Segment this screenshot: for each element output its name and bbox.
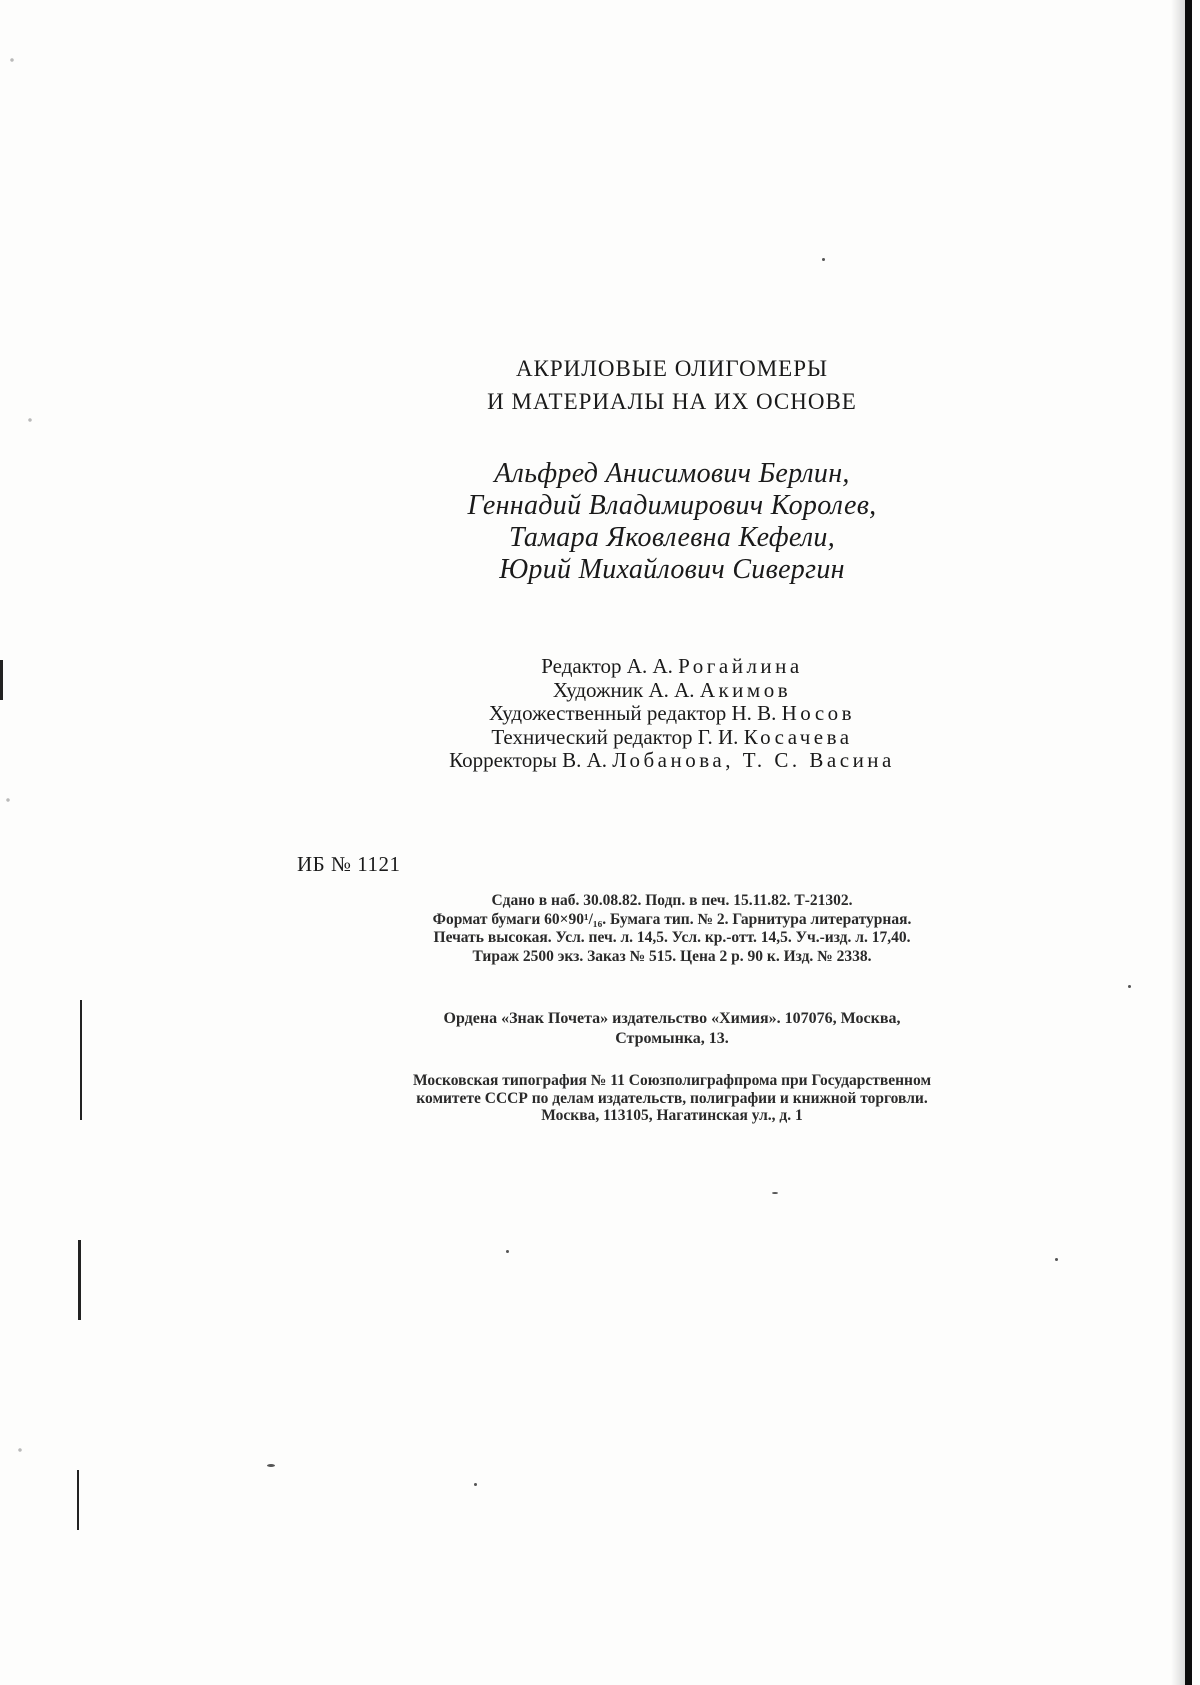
printer-info	[222, 1072, 1122, 1125]
staff-role: Корректоры В. А.	[449, 748, 608, 772]
author-name: Альфред Анисимович Берлин,	[494, 458, 850, 489]
scan-speck	[267, 1464, 275, 1467]
printer-line: Московская типография № 11 Союзполиграфпрома при Государственном	[412, 1072, 932, 1089]
staff-line-proofreaders	[222, 749, 1122, 773]
scan-speck	[822, 258, 825, 261]
print-details-line: Формат бумаги 60×90¹/₁₆. Бумага тип. № 2. Гарнитура литературная.	[432, 910, 912, 928]
publisher-info	[222, 1009, 1122, 1049]
book-title-line-2: И МАТЕРИАЛЫ НА ИХ ОСНОВЕ	[487, 389, 857, 414]
publisher-line: Стромынка, 13.	[615, 1030, 729, 1047]
staff-role: Технический редактор Г. И.	[491, 724, 739, 749]
staff-name: Косачева	[743, 724, 853, 749]
scan-right-edge	[1185, 0, 1192, 1685]
scan-edge-mark	[80, 1000, 82, 1120]
staff-name: Носов	[781, 701, 856, 725]
print-details	[222, 892, 1122, 966]
author-name: Геннадий Владимирович Королев,	[467, 490, 877, 521]
scan-right-edge-shadow	[1171, 0, 1185, 1685]
book-title-line-1: АКРИЛОВЫЕ ОЛИГОМЕРЫ	[515, 356, 829, 381]
scan-edge-mark	[77, 1470, 79, 1530]
printer-line: Москва, 113105, Нагатинская ул., д. 1	[541, 1107, 803, 1124]
staff-role: Художественный редактор Н. В.	[488, 701, 777, 725]
publisher-line: Ордена «Знак Почета» издательство «Химия». 107076, Москва,	[443, 1010, 901, 1027]
staff-line-art-editor	[222, 702, 1122, 726]
staff-role: Художник А. А.	[552, 677, 695, 702]
scan-edge-mark	[78, 1240, 81, 1320]
author-name: Тамара Яковлевна Кефели,	[508, 522, 836, 553]
scan-speck	[474, 1483, 477, 1486]
scan-edge-mark	[0, 660, 3, 700]
staff-role: Редактор А. А.	[541, 654, 673, 678]
ib-number: ИБ № 1121	[297, 852, 401, 876]
scan-speck	[1128, 985, 1131, 988]
staff-line-artist	[222, 679, 1122, 703]
staff-name: Акимов	[699, 677, 792, 702]
staff-line-editor	[222, 655, 1122, 679]
scan-left-edge-noise	[0, 0, 110, 1685]
staff-name: Лобанова, Т. С. Васина	[612, 748, 895, 772]
staff-line-tech-editor	[222, 726, 1122, 750]
staff-name: Рогайлина	[678, 654, 803, 678]
scan-speck	[772, 1192, 778, 1194]
printer-line: комитете СССР по делам издательств, полиграфии и книжной торговли.	[416, 1089, 928, 1107]
print-details-line: Тираж 2500 экз. Заказ № 515. Цена 2 р. 90 к. Изд. № 2338.	[472, 947, 872, 965]
print-details-line: Печать высокая. Усл. печ. л. 14,5. Усл. кр.-отт. 14,5. Уч.-изд. л. 17,40.	[433, 929, 911, 946]
scan-speck	[1055, 1258, 1058, 1261]
print-details-line: Сдано в наб. 30.08.82. Подп. в печ. 15.11.82. Т-21302.	[491, 892, 853, 909]
scan-speck	[506, 1250, 509, 1253]
editorial-staff	[222, 655, 1122, 773]
book-title	[222, 352, 1122, 418]
authors-list	[222, 458, 1122, 586]
author-name: Юрий Михайлович Сивергин	[499, 554, 845, 585]
